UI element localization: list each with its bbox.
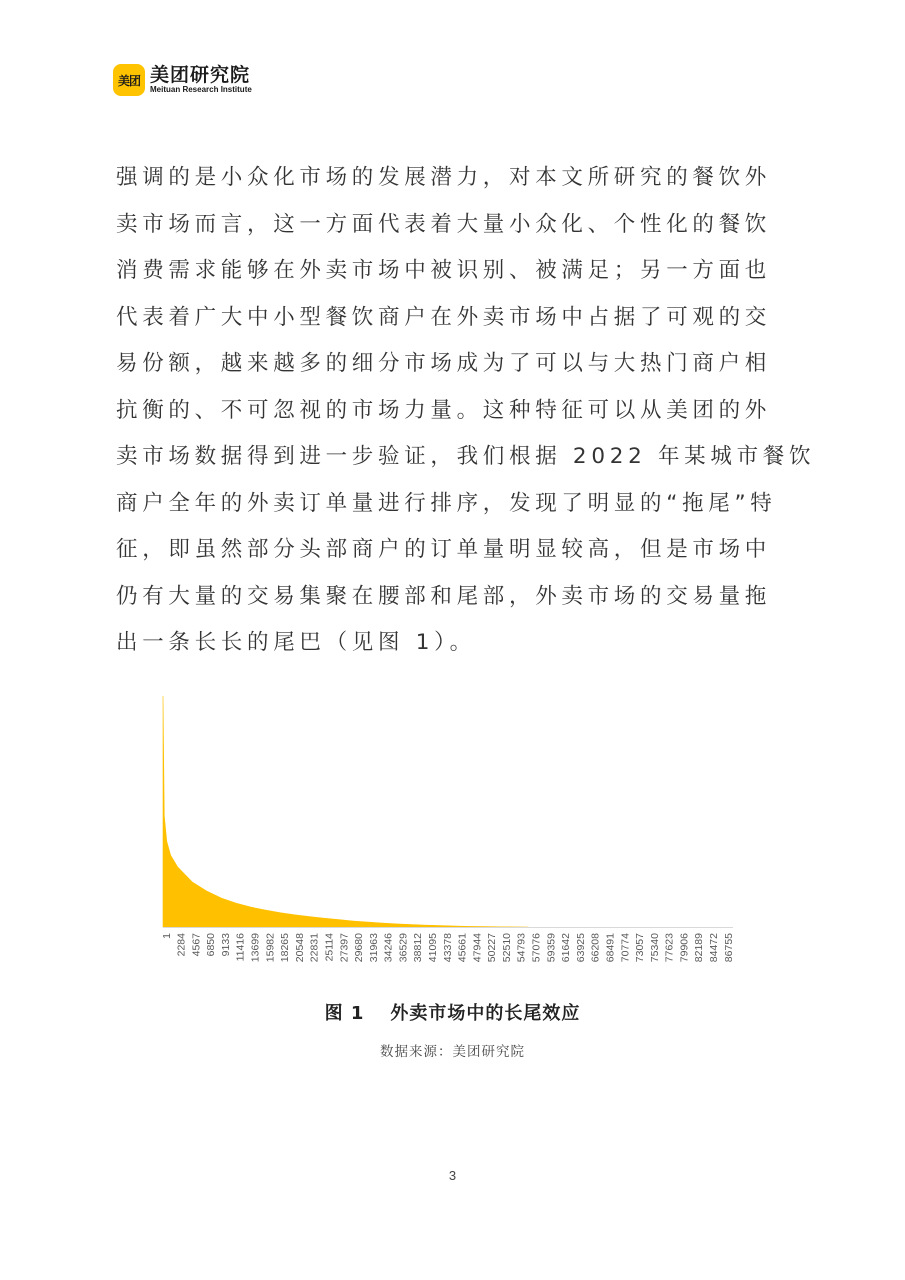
x-tick-label: 13699 (249, 933, 262, 963)
logo-badge: 美团 (113, 64, 145, 96)
x-tick-label: 54793 (515, 933, 528, 963)
chart-plot-area (163, 696, 733, 928)
x-tick-label: 84472 (707, 933, 720, 963)
x-tick-label: 59359 (545, 933, 558, 963)
figure-caption (0, 999, 905, 1025)
x-tick-label: 15982 (264, 933, 277, 963)
x-tick-label: 63925 (574, 933, 587, 963)
x-tick-label: 77623 (663, 933, 676, 963)
x-tick-label: 38812 (412, 933, 425, 963)
body-line: 仍有大量的交易集聚在腰部和尾部，外卖市场的交易量拖 (116, 583, 772, 609)
body-line: 卖市场而言，这一方面代表着大量小众化、个性化的餐饮 (116, 211, 772, 237)
x-tick-label: 86755 (722, 933, 735, 963)
x-tick-label: 50227 (486, 933, 499, 963)
x-tick-label: 66208 (589, 933, 602, 963)
x-tick-label: 1 (160, 933, 173, 939)
x-tick-label: 73057 (634, 933, 647, 963)
body-line: 易份额，越来越多的细分市场成为了可以与大热门商户相 (116, 351, 772, 376)
page-number: 3 (448, 1168, 457, 1183)
x-axis-tick-labels (161, 933, 735, 962)
body-line: 出一条长长的尾巴（见图 1）。 (116, 630, 476, 655)
figure-source: 数据来源：美团研究院 (380, 1044, 525, 1060)
x-tick-label: 22831 (308, 933, 321, 963)
x-tick-label: 75340 (648, 933, 661, 963)
figure-title: 外卖市场中的长尾效应 (390, 1003, 581, 1024)
body-line: 消费需求能够在外卖市场中被识别、被满足；另一方面也 (116, 258, 772, 283)
x-tick-label: 27397 (338, 933, 351, 963)
body-line: 强调的是小众化市场的发展潜力，对本文所研究的餐饮外 (116, 165, 772, 190)
body-line: 代表着广大中小型餐饮商户在外卖市场中占据了可观的交 (116, 304, 772, 330)
logo-english: Meituan Research Institute (150, 85, 252, 94)
body-line: 卖市场数据得到进一步验证，我们根据 2022 年某城市餐饮 (116, 444, 816, 469)
x-tick-label: 25114 (323, 933, 336, 962)
x-tick-label: 45661 (456, 933, 469, 963)
x-tick-label: 11416 (234, 933, 247, 962)
x-tick-label: 52510 (500, 933, 513, 963)
series-area (163, 696, 529, 927)
x-tick-label: 4567 (190, 933, 203, 957)
x-tick-label: 70774 (619, 933, 632, 963)
x-tick-label: 2284 (175, 933, 188, 957)
x-tick-label: 68491 (604, 933, 617, 963)
x-tick-label: 41095 (426, 933, 439, 963)
x-tick-label: 20548 (293, 933, 306, 963)
x-tick-label: 79906 (678, 933, 691, 963)
x-tick-label: 43378 (441, 933, 454, 963)
x-tick-label: 47944 (471, 933, 484, 963)
x-tick-label: 34246 (382, 933, 395, 963)
x-tick-label: 9133 (219, 933, 232, 957)
x-tick-label: 6850 (205, 933, 218, 957)
body-line: 商户全年的外卖订单量进行排序，发现了明显的“拖尾”特 (116, 490, 777, 516)
x-tick-label: 82189 (693, 933, 706, 963)
x-tick-label: 57076 (530, 933, 543, 963)
body-line: 征，即虽然部分头部商户的订单量明显较高，但是市场中 (116, 537, 772, 562)
x-tick-label: 31963 (367, 933, 380, 963)
x-tick-label: 29680 (353, 933, 366, 963)
x-tick-label: 36529 (397, 933, 410, 963)
figure-number: 图 1 (324, 1003, 365, 1024)
body-line: 抗衡的、不可忽视的市场力量。这种特征可以从美团的外 (116, 397, 772, 423)
logo-name: 美团研究院 (150, 64, 251, 86)
x-tick-label: 61642 (560, 933, 573, 963)
x-tick-label: 18265 (279, 933, 292, 963)
